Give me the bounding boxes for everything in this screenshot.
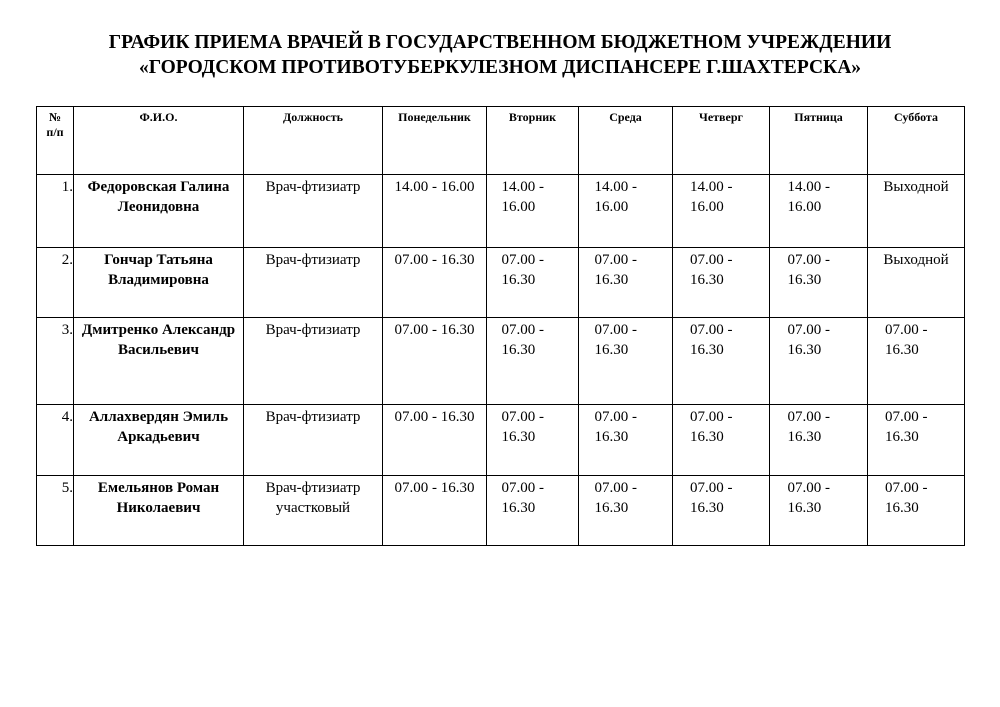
header-row <box>37 107 965 175</box>
cell-position: Врач-фтизиатр <box>244 248 383 318</box>
cell-friday <box>770 476 868 546</box>
time-value: 14.00 - 16.00 <box>594 179 637 215</box>
cell-thursday <box>673 476 770 546</box>
cell-friday <box>770 405 868 476</box>
time-value: 07.00 - 16.30 <box>787 322 830 358</box>
cell-friday <box>770 175 868 248</box>
table-row <box>37 175 965 248</box>
cell-tuesday <box>487 318 579 405</box>
cell-saturday <box>868 318 965 405</box>
document-title <box>0 30 1000 80</box>
time-value: 07.00 - 16.30 <box>594 480 637 516</box>
cell-name: Аллахвердян Эмиль Аркадьевич <box>74 405 244 476</box>
cell-tuesday <box>487 175 579 248</box>
doctor-schedule-table <box>36 106 965 546</box>
cell-name: Дмитренко Александр Васильевич <box>74 318 244 405</box>
cell-name: Федоровская Галина Леонидовна <box>74 175 244 248</box>
cell-num: 3. <box>37 318 74 405</box>
cell-name: Гончар Татьяна Владимировна <box>74 248 244 318</box>
cell-tuesday <box>487 476 579 546</box>
time-value: 07.00 - 16.30 <box>885 322 928 358</box>
cell-thursday <box>673 318 770 405</box>
header-num-line-1: № <box>48 110 62 124</box>
header-position: Должность <box>244 107 383 175</box>
time-value: 07.00 - 16.30 <box>501 480 544 516</box>
table-row <box>37 248 965 318</box>
time-value: 07.00 - 16.30 <box>787 409 830 445</box>
cell-monday <box>383 405 487 476</box>
time-value: 07.00 - 16.30 <box>594 322 637 358</box>
time-value: Выходной <box>883 179 949 195</box>
cell-wednesday <box>579 175 673 248</box>
time-value: 07.00 - 16.30 <box>690 409 733 445</box>
time-value: 07.00 - 16.30 <box>885 480 928 516</box>
cell-saturday <box>868 405 965 476</box>
header-thursday: Четверг <box>673 107 770 175</box>
cell-monday <box>383 476 487 546</box>
time-value: 07.00 - 16.30 <box>501 252 544 288</box>
time-value: 07.00 - 16.30 <box>394 252 475 268</box>
header-monday: Понедельник <box>383 107 487 175</box>
time-value: 07.00 - 16.30 <box>394 322 475 338</box>
table-row <box>37 476 965 546</box>
time-value: 07.00 - 16.30 <box>690 480 733 516</box>
time-value: 07.00 - 16.30 <box>501 322 544 358</box>
cell-position: Врач-фтизиатр <box>244 175 383 248</box>
title-line-2: «ГОРОДСКОМ ПРОТИВОТУБЕРКУЛЕЗНОМ ДИСПАНСЕРЕ Г.ШАХТЕРСКА» <box>138 57 862 78</box>
cell-monday <box>383 318 487 405</box>
cell-num: 1. <box>37 175 74 248</box>
time-value: 14.00 - 16.00 <box>787 179 830 215</box>
time-value: 07.00 - 16.30 <box>501 409 544 445</box>
time-value: 07.00 - 16.30 <box>394 480 475 496</box>
cell-position: Врач-фтизиатр <box>244 405 383 476</box>
cell-num: 2. <box>37 248 74 318</box>
time-value: 07.00 - 16.30 <box>690 252 733 288</box>
header-num <box>37 107 74 175</box>
cell-friday <box>770 248 868 318</box>
cell-wednesday <box>579 405 673 476</box>
cell-saturday <box>868 476 965 546</box>
cell-friday <box>770 318 868 405</box>
time-value: 07.00 - 16.30 <box>787 480 830 516</box>
header-name: Ф.И.О. <box>74 107 244 175</box>
table-row <box>37 318 965 405</box>
cell-thursday <box>673 175 770 248</box>
time-value: 07.00 - 16.30 <box>885 409 928 445</box>
header-num-line-2: п/п <box>46 125 64 139</box>
cell-wednesday <box>579 248 673 318</box>
header-friday: Пятница <box>770 107 868 175</box>
cell-wednesday <box>579 476 673 546</box>
cell-position: Врач-фтизиатр <box>244 318 383 405</box>
time-value: 07.00 - 16.30 <box>594 252 637 288</box>
cell-saturday <box>868 175 965 248</box>
cell-wednesday <box>579 318 673 405</box>
cell-thursday <box>673 248 770 318</box>
time-value: 07.00 - 16.30 <box>690 322 733 358</box>
time-value: 14.00 - 16.00 <box>394 179 475 195</box>
time-value: 07.00 - 16.30 <box>594 409 637 445</box>
cell-num: 5. <box>37 476 74 546</box>
cell-num: 4. <box>37 405 74 476</box>
header-saturday: Суббота <box>868 107 965 175</box>
cell-monday <box>383 248 487 318</box>
time-value: Выходной <box>883 252 949 268</box>
header-tuesday: Вторник <box>487 107 579 175</box>
time-value: 07.00 - 16.30 <box>787 252 830 288</box>
header-wednesday: Среда <box>579 107 673 175</box>
table-row <box>37 405 965 476</box>
cell-monday <box>383 175 487 248</box>
title-line-1: ГРАФИК ПРИЕМА ВРАЧЕЙ В ГОСУДАРСТВЕННОМ БЮДЖЕТНОМ УЧРЕЖДЕНИИ <box>108 32 892 53</box>
cell-position: Врач-фтизиатр участковый <box>244 476 383 546</box>
cell-name: Емельянов Роман Николаевич <box>74 476 244 546</box>
cell-tuesday <box>487 405 579 476</box>
time-value: 07.00 - 16.30 <box>394 409 475 425</box>
time-value: 14.00 - 16.00 <box>690 179 733 215</box>
cell-thursday <box>673 405 770 476</box>
cell-tuesday <box>487 248 579 318</box>
time-value: 14.00 - 16.00 <box>501 179 544 215</box>
cell-saturday <box>868 248 965 318</box>
